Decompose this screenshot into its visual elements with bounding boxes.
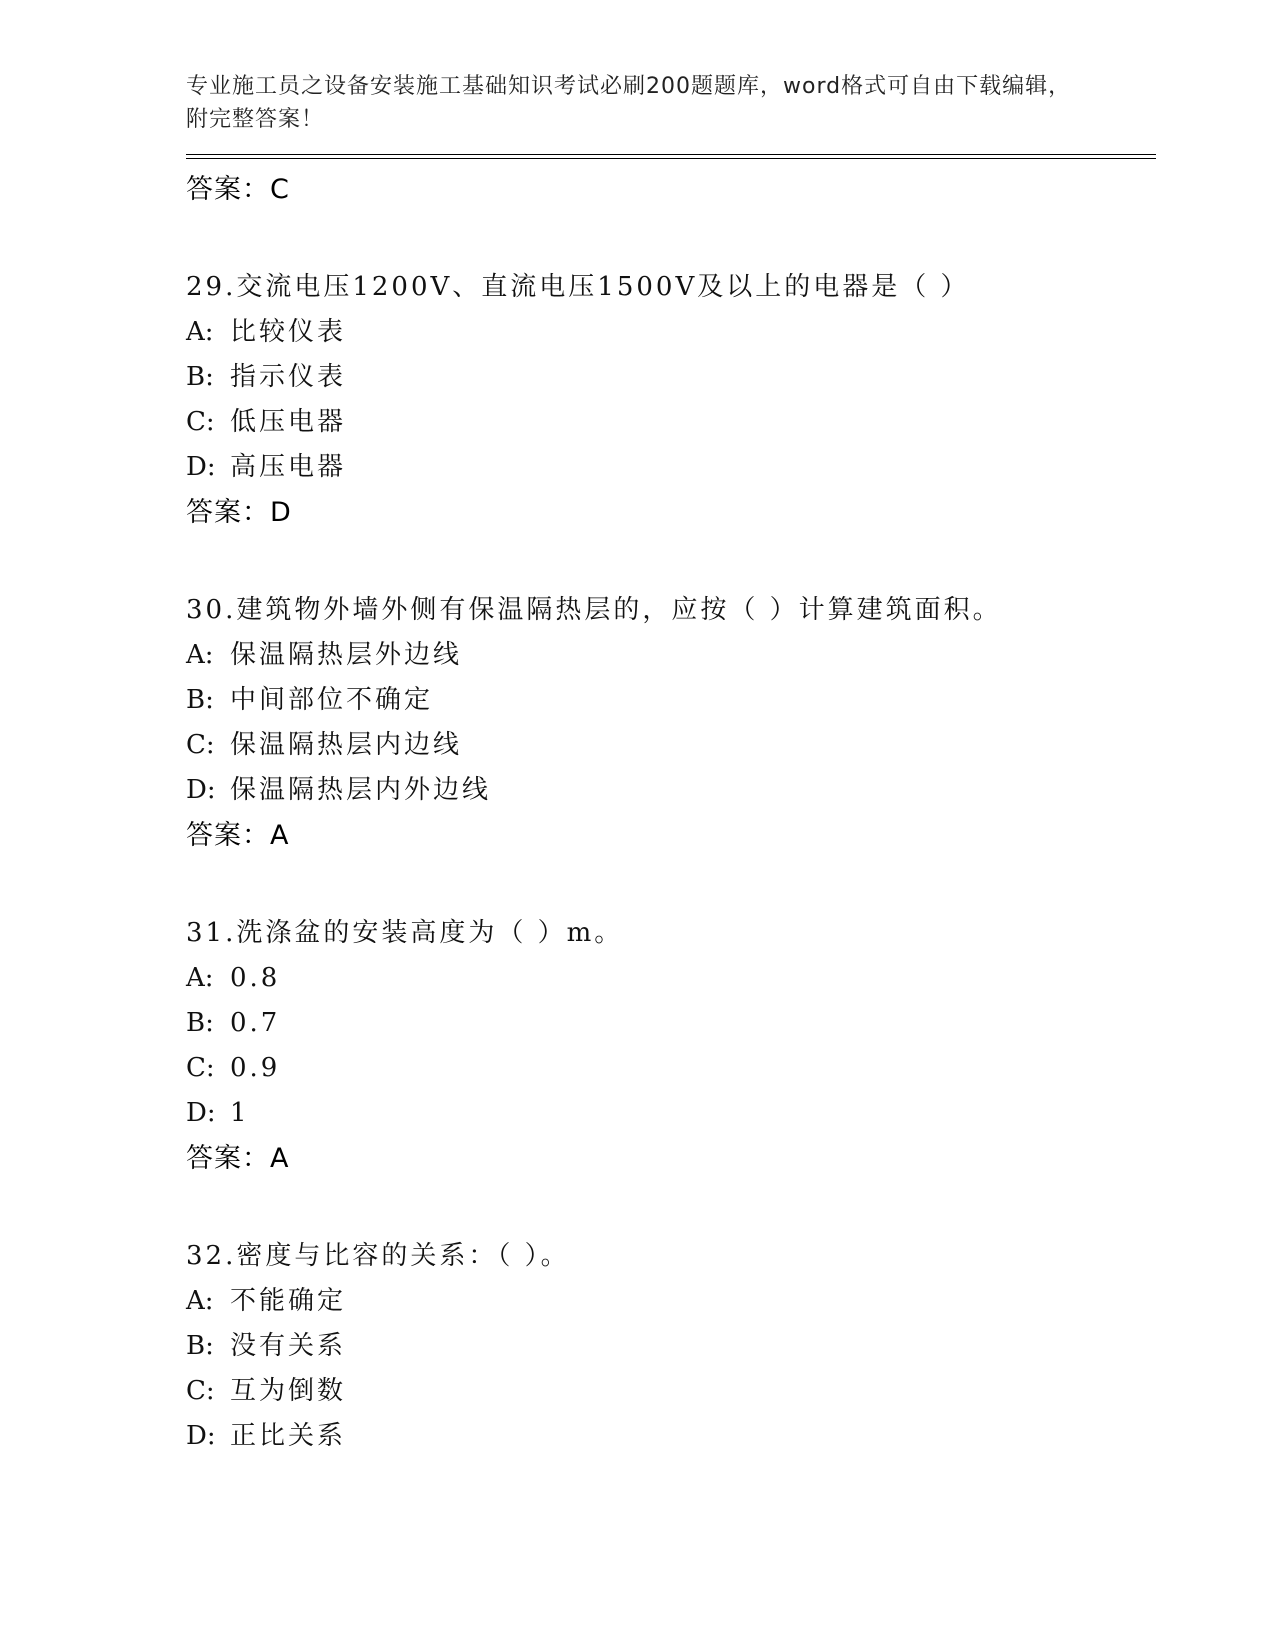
option-text: 指示仪表 xyxy=(230,362,347,392)
option-text: 0.9 xyxy=(230,1053,281,1083)
option-key: D: xyxy=(186,775,216,805)
answer-line: 答案：C xyxy=(186,174,290,205)
option-text: 保温隔热层内边线 xyxy=(230,730,463,760)
option-b xyxy=(186,678,1156,723)
option-c xyxy=(186,400,1156,445)
option-text: 比较仪表 xyxy=(230,317,347,347)
option-text: 1 xyxy=(230,1098,250,1128)
option-a xyxy=(186,310,1156,355)
answer-line: 答案：A xyxy=(186,820,290,851)
option-text: 高压电器 xyxy=(230,452,347,482)
option-key: C: xyxy=(186,1376,215,1406)
option-a xyxy=(186,956,1156,1001)
option-text: 保温隔热层外边线 xyxy=(230,640,463,670)
option-key: B: xyxy=(186,362,214,392)
question-block xyxy=(186,265,1156,536)
option-c xyxy=(186,1369,1156,1414)
question-stem: 29.交流电压1200V、直流电压1500V及以上的电器是（ ） xyxy=(186,272,970,302)
option-key: D: xyxy=(186,1421,216,1451)
question-stem: 30.建筑物外墙外侧有保温隔热层的，应按（ ）计算建筑面积。 xyxy=(186,595,1002,625)
option-a xyxy=(186,1279,1156,1324)
document-header: 专业施工员之设备安装施工基础知识考试必刷200题题库，word格式可自由下载编辑，附完整答案！ xyxy=(186,74,1072,132)
option-key: D: xyxy=(186,452,216,482)
option-text: 保温隔热层内外边线 xyxy=(230,775,492,805)
option-text: 低压电器 xyxy=(230,407,347,437)
option-b xyxy=(186,1324,1156,1369)
option-key: D: xyxy=(186,1098,216,1128)
option-c xyxy=(186,723,1156,768)
option-key: C: xyxy=(186,407,215,437)
header-divider xyxy=(186,154,1156,159)
option-key: B: xyxy=(186,1008,214,1038)
option-key: A: xyxy=(186,317,214,347)
question-list xyxy=(186,167,1156,1459)
option-key: B: xyxy=(186,685,214,715)
option-key: A: xyxy=(186,1286,214,1316)
option-d xyxy=(186,1091,1156,1136)
option-b xyxy=(186,355,1156,400)
document-page xyxy=(186,70,1156,1459)
option-d xyxy=(186,445,1156,490)
option-text: 不能确定 xyxy=(230,1286,347,1316)
option-a xyxy=(186,633,1156,678)
option-b xyxy=(186,1001,1156,1046)
option-text: 中间部位不确定 xyxy=(230,685,434,715)
question-block xyxy=(186,588,1156,859)
question-block xyxy=(186,1234,1156,1459)
option-key: A: xyxy=(186,640,214,670)
option-d xyxy=(186,768,1156,813)
option-text: 没有关系 xyxy=(230,1331,347,1361)
option-c xyxy=(186,1046,1156,1091)
option-text: 互为倒数 xyxy=(230,1376,347,1406)
option-key: A: xyxy=(186,963,214,993)
question-block xyxy=(186,911,1156,1182)
option-d xyxy=(186,1414,1156,1459)
answer-line: 答案：A xyxy=(186,1143,290,1174)
question-stem: 31.洗涤盆的安装高度为（ ）m。 xyxy=(186,918,624,948)
option-key: C: xyxy=(186,730,215,760)
option-text: 0.8 xyxy=(230,963,281,993)
option-key: B: xyxy=(186,1331,214,1361)
answer-line: 答案：D xyxy=(186,497,292,528)
option-text: 0.7 xyxy=(230,1008,281,1038)
question-stem: 32.密度与比容的关系：（ ）。 xyxy=(186,1241,570,1271)
option-key: C: xyxy=(186,1053,215,1083)
option-text: 正比关系 xyxy=(230,1421,347,1451)
